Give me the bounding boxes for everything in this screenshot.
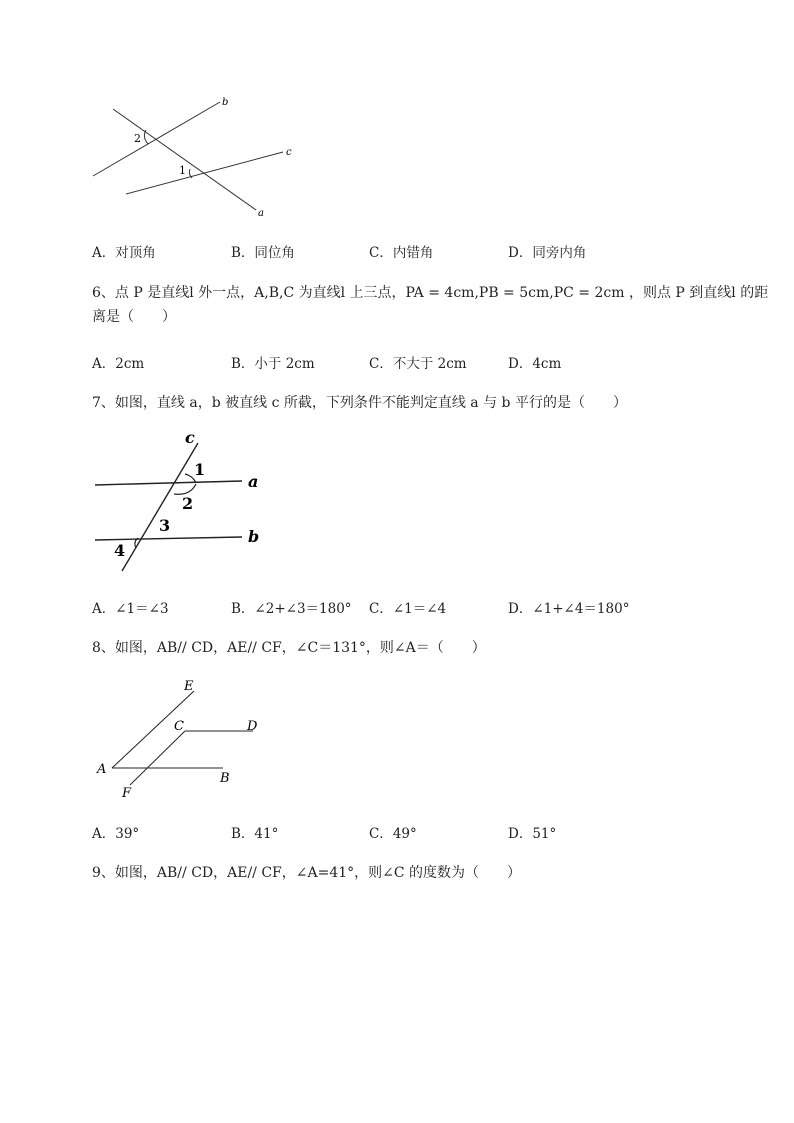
label-D: D bbox=[247, 719, 258, 734]
q6-stem-line2: 离是（ ） bbox=[92, 309, 176, 325]
label-4: 4 bbox=[114, 541, 126, 560]
label-1: 1 bbox=[179, 164, 186, 177]
label-A: A bbox=[97, 762, 107, 777]
label-3: 3 bbox=[159, 516, 171, 535]
label-2: 2 bbox=[182, 494, 194, 513]
label-a: a bbox=[248, 472, 259, 491]
q8-option-c: C．49° bbox=[369, 826, 417, 842]
q8-option-b: B．41° bbox=[231, 826, 279, 842]
q8-option-a: A．39° bbox=[92, 826, 140, 842]
q5-figure bbox=[88, 90, 308, 225]
line-CF bbox=[130, 731, 185, 785]
q8-figure bbox=[90, 675, 270, 805]
q6-option-a: A．2cm bbox=[92, 356, 145, 372]
label-c: c bbox=[286, 147, 292, 158]
q5-option-a: A．对顶角 bbox=[92, 245, 156, 261]
q6-option-d: D．4cm bbox=[508, 356, 562, 372]
q6-option-b: B．小于 2cm bbox=[231, 356, 315, 372]
line-a bbox=[95, 481, 242, 485]
angle-2-arc bbox=[174, 484, 196, 494]
q7-option-c: C．∠1＝∠4 bbox=[369, 601, 447, 617]
label-b: b bbox=[248, 527, 260, 546]
q8-stem: 8、如图，AB// CD，AE// CF，∠C＝131°，则∠A＝（ ） bbox=[92, 640, 486, 656]
q7-stem: 7、如图，直线 a，b 被直线 c 所截，下列条件不能判定直线 a 与 b 平行的是（ ） bbox=[92, 395, 627, 411]
label-B: B bbox=[220, 771, 230, 786]
label-2: 2 bbox=[134, 132, 141, 145]
q7-option-b: B．∠2+∠3＝180° bbox=[231, 601, 352, 617]
q5-option-d: D．同旁内角 bbox=[508, 245, 587, 261]
line-a bbox=[113, 109, 256, 210]
line-b bbox=[93, 102, 220, 176]
q6-option-c: C．不大于 2cm bbox=[369, 356, 467, 372]
q7-option-a: A．∠1＝∠3 bbox=[92, 601, 169, 617]
label-c: c bbox=[185, 428, 195, 447]
q5-option-c: C．内错角 bbox=[369, 245, 434, 261]
label-b: b bbox=[222, 97, 229, 108]
q8-option-d: D．51° bbox=[508, 826, 557, 842]
label-a: a bbox=[258, 208, 264, 219]
q9-stem: 9、如图，AB// CD，AE// CF，∠A=41°，则∠C 的度数为（ ） bbox=[92, 865, 522, 881]
label-F: F bbox=[122, 786, 132, 801]
label-E: E bbox=[184, 679, 194, 694]
label-C: C bbox=[174, 719, 184, 734]
q7-option-d: D．∠1+∠4＝180° bbox=[508, 601, 630, 617]
q7-figure bbox=[90, 428, 270, 578]
line-b bbox=[95, 537, 242, 540]
q5-option-b: B．同位角 bbox=[231, 245, 295, 261]
line-c bbox=[126, 152, 283, 194]
label-1: 1 bbox=[194, 460, 206, 479]
q6-stem-line1: 6、点 P 是直线l 外一点，A,B,C 为直线l 上三点，PA = 4cm,PB = 5cm,PC = 2cm ，则点 P 到直线l 的距 bbox=[92, 285, 769, 301]
